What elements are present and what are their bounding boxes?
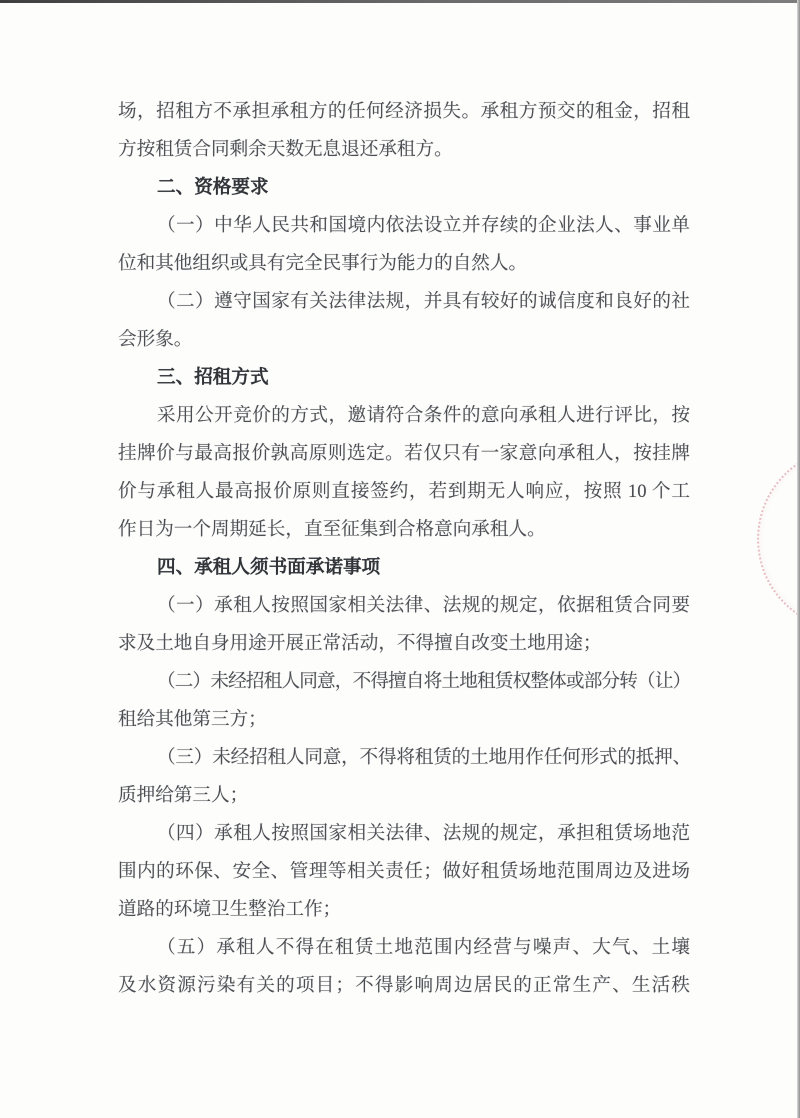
scan-edge-top bbox=[0, 0, 800, 3]
text-line: 挂牌价与最高报价孰高原则选定。若仅只有一家意向承租人，按挂牌 bbox=[118, 443, 690, 464]
text-line: （四）承租人按照国家相关法律、法规的规定，承担租赁场地范 bbox=[157, 823, 690, 844]
text-line: 质押给第三人； bbox=[118, 785, 249, 806]
text-line: （二）未经招租人同意，不得擅自将土地租赁权整体或部分转（让） bbox=[157, 671, 690, 692]
text-line: （一）中华人民共和国境内依法设立并存续的企业法人、事业单 bbox=[157, 215, 690, 236]
text-line: 价与承租人最高报价原则直接签约，若到期无人响应，按照 10 个工 bbox=[118, 481, 690, 502]
text-line: 道路的环境卫生整治工作； bbox=[118, 899, 342, 920]
text-line: 位和其他组织或具有完全民事行为能力的自然人。 bbox=[118, 253, 528, 274]
text-line: （一）承租人按照国家相关法律、法规的规定，依据租赁合同要 bbox=[157, 595, 690, 616]
text-line: （二）遵守国家有关法律法规，并具有较好的诚信度和良好的社 bbox=[157, 291, 690, 312]
text-line: 方按租赁合同剩余天数无息退还承租方。 bbox=[118, 139, 453, 160]
document-body bbox=[118, 93, 690, 1005]
text-line: 求及土地自身用途开展正常活动，不得擅自改变土地用途； bbox=[118, 633, 602, 654]
section-heading: 三、招租方式 bbox=[157, 367, 269, 388]
section-heading: 四、承租人须书面承诺事项 bbox=[157, 557, 381, 578]
red-seal-stamp-arc bbox=[757, 447, 800, 631]
text-line: （五）承租人不得在租赁土地范围内经营与噪声、大气、土壤 bbox=[157, 937, 690, 958]
text-line: 场，招租方不承担承租方的任何经济损失。承租方预交的租金，招租 bbox=[118, 101, 690, 122]
text-line: 围内的环保、安全、管理等相关责任；做好租赁场地范围周边及进场 bbox=[118, 861, 690, 882]
text-line: 采用公开竞价的方式，邀请符合条件的意向承租人进行评比，按 bbox=[157, 405, 690, 426]
text-line: 及水资源污染有关的项目；不得影响周边居民的正常生产、生活秩 bbox=[118, 975, 690, 996]
text-line: （三）未经招租人同意，不得将租赁的土地用作任何形式的抵押、 bbox=[157, 747, 690, 768]
text-line: 租给其他第三方； bbox=[118, 709, 267, 730]
text-line: 会形象。 bbox=[118, 329, 193, 350]
section-heading: 二、资格要求 bbox=[157, 177, 269, 198]
text-line: 作日为一个周期延长，直至征集到合格意向承租人。 bbox=[118, 519, 546, 540]
